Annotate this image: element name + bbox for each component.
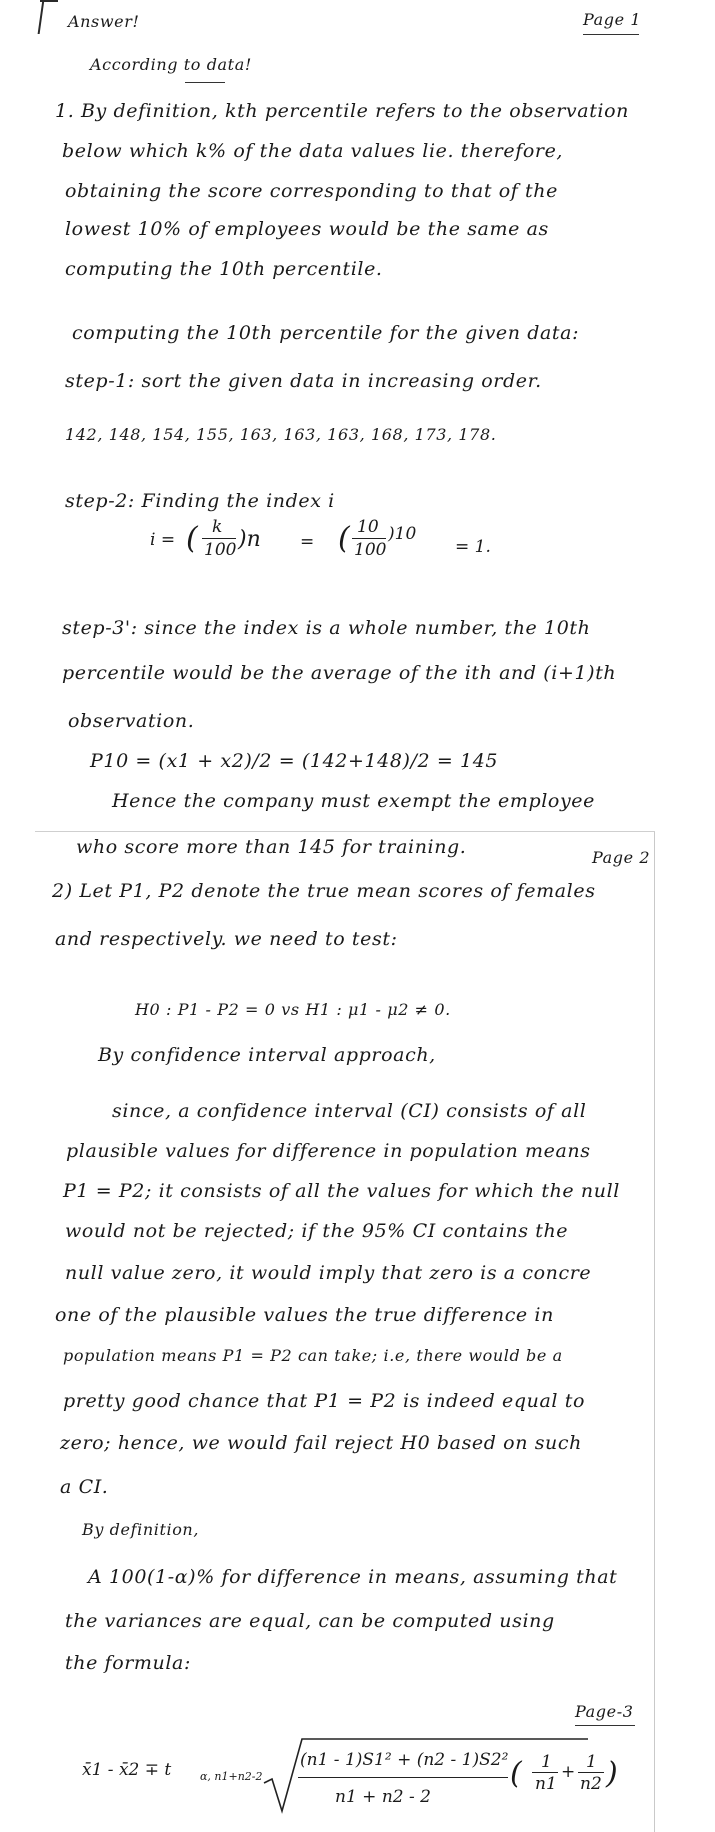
step-3-line-1: step-3': since the index is a whole number, the 10th xyxy=(62,617,591,639)
ci-formula-one-b: 1 xyxy=(586,1752,597,1772)
page-seam-line xyxy=(35,831,655,832)
ci-formula-plus: + xyxy=(561,1762,576,1782)
definition-line-4: lowest 10% of employees would be the same as xyxy=(65,218,549,240)
p10-calculation: P10 = (x1 + x2)/2 = (142+148)/2 = 145 xyxy=(90,750,499,772)
section-2-line-2: and respectively. we need to test: xyxy=(55,928,398,950)
page-number-3: Page-3 xyxy=(575,1702,634,1721)
section-heading-underline xyxy=(185,82,225,83)
ci-formula-one-a: 1 xyxy=(541,1752,552,1772)
body-line-5: null value zero, it would imply that zero is a concre xyxy=(65,1262,592,1284)
section-heading: According to data! xyxy=(90,55,252,74)
index-formula-n: )n xyxy=(238,527,261,552)
definition-line-3: obtaining the score corresponding to that of the xyxy=(65,180,558,202)
page-number-1-underline xyxy=(583,34,639,35)
body-line-9: zero; hence, we would fail reject H0 based on such xyxy=(60,1432,582,1454)
answer-label: Answer! xyxy=(68,12,140,31)
body-line-1: since, a confidence interval (CI) consists of all xyxy=(112,1100,587,1122)
def-line-1: A 100(1-α)% for difference in means, assuming that xyxy=(88,1566,618,1588)
step-3-line-3: observation. xyxy=(68,710,195,732)
step-3-line-2: percentile would be the average of the ith and (i+1)th xyxy=(62,662,617,684)
index-formula-100: 100 xyxy=(204,540,237,560)
definition-line-1: 1. By definition, kth percentile refers to the observation xyxy=(55,100,629,122)
conclusion-line-2: who score more than 145 for training. xyxy=(76,836,467,858)
index-formula-result: = 1. xyxy=(455,537,491,557)
body-line-3: P1 = P2; it consists of all the values for which the null xyxy=(63,1180,620,1202)
page-border-top xyxy=(40,0,58,2)
ci-formula-n1: n1 xyxy=(535,1774,557,1794)
ci-approach: By confidence interval approach, xyxy=(98,1044,436,1066)
body-line-7: population means P1 = P2 can take; i.e, there would be a xyxy=(63,1346,563,1365)
ci-formula-paren-open: ( xyxy=(510,1756,522,1791)
by-definition: By definition, xyxy=(82,1520,200,1539)
page-number-1: Page 1 xyxy=(583,10,642,29)
body-line-6: one of the plausible values the true difference in xyxy=(55,1304,554,1326)
ci-formula-denominator: n1 + n2 - 2 xyxy=(335,1787,431,1807)
ci-formula-t-subscript: α, n1+n2-2 xyxy=(200,1770,263,1783)
computing-intro: computing the 10th percentile for the given data: xyxy=(72,322,580,344)
ci-formula-paren-close: ) xyxy=(606,1756,618,1791)
index-formula-i: i = xyxy=(150,530,176,550)
index-formula-open: ( xyxy=(186,521,198,556)
body-line-4: would not be rejected; if the 95% CI contains the xyxy=(65,1220,569,1242)
body-line-10: a CI. xyxy=(60,1476,109,1498)
definition-line-5: computing the 10th percentile. xyxy=(65,258,383,280)
page-seam-right xyxy=(654,832,655,1832)
def-line-3: the formula: xyxy=(65,1652,191,1674)
index-formula-k: k xyxy=(212,517,223,537)
ci-formula-fraction-bar xyxy=(298,1777,508,1778)
section-2-line-1: 2) Let P1, P2 denote the true mean scores of females xyxy=(52,880,596,902)
ci-formula-numerator: (n1 - 1)S1² + (n2 - 1)S2² xyxy=(300,1750,509,1770)
index-formula-10: 10 xyxy=(357,517,379,537)
index-formula-100b: 100 xyxy=(354,540,387,560)
step-2: step-2: Finding the index i xyxy=(65,490,335,512)
step-1: step-1: sort the given data in increasing order. xyxy=(65,370,542,392)
sorted-data: 142, 148, 154, 155, 163, 163, 163, 168, 173, 178. xyxy=(65,425,497,444)
hypothesis: H0 : P1 - P2 = 0 vs H1 : μ1 - μ2 ≠ 0. xyxy=(135,1000,451,1019)
ci-formula-n2: n2 xyxy=(580,1774,602,1794)
index-formula-approx: = xyxy=(300,532,315,552)
page-number-2: Page 2 xyxy=(592,848,651,867)
index-formula-10b: )10 xyxy=(388,524,417,544)
ci-formula-left: x̄1 - x̄2 ∓ t xyxy=(82,1760,172,1780)
body-line-8: pretty good chance that P1 = P2 is indeed equal to xyxy=(63,1390,585,1412)
body-line-2: plausible values for difference in population means xyxy=(66,1140,591,1162)
index-formula-open-2: ( xyxy=(338,521,350,556)
definition-line-2: below which k% of the data values lie. therefore, xyxy=(62,140,564,162)
page-number-3-underline xyxy=(575,1725,635,1726)
page-border-left xyxy=(38,0,45,34)
conclusion-line-1: Hence the company must exempt the employee xyxy=(112,790,595,812)
def-line-2: the variances are equal, can be computed using xyxy=(65,1610,555,1632)
